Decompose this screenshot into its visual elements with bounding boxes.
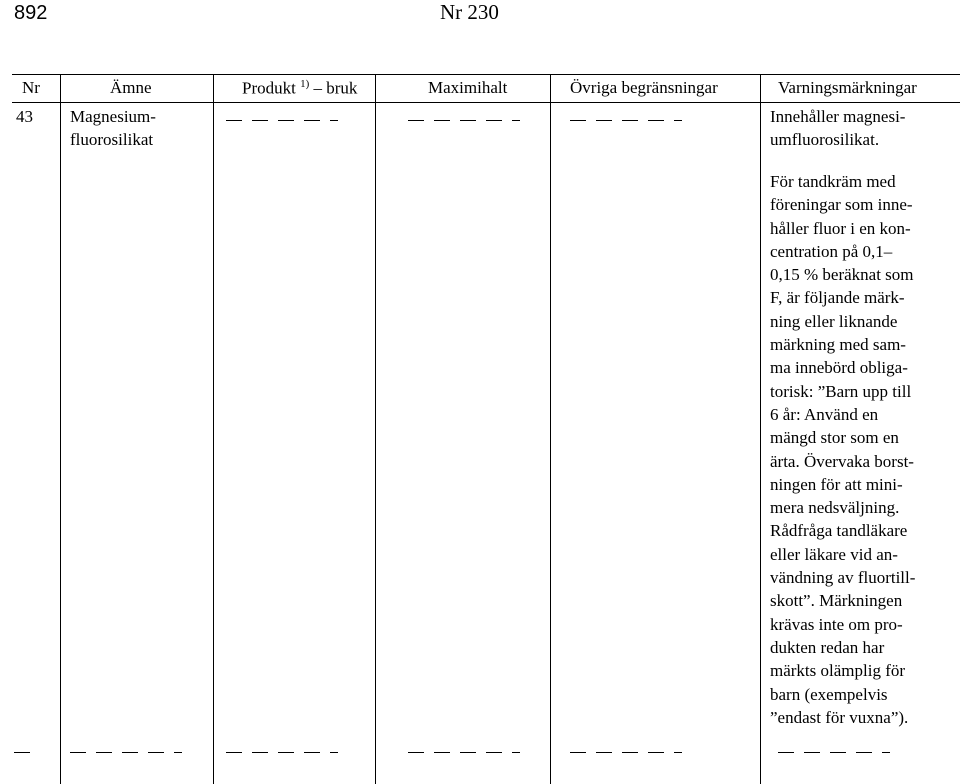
header-nr: Nr xyxy=(22,78,40,97)
empty-cell-dash xyxy=(570,120,682,121)
paragraph-line: barn (exempelvis xyxy=(770,684,888,704)
header-produkt-suffix: – bruk xyxy=(309,78,358,98)
row-amne-line2: fluorosilikat xyxy=(70,130,154,149)
row-warning-line2: umfluorosilikat. xyxy=(770,130,880,149)
paragraph-line: vändning av fluortill- xyxy=(770,568,916,588)
empty-cell-dash xyxy=(226,120,338,121)
paragraph-line: mera nedsväljning. xyxy=(770,498,900,518)
paragraph-line: Rådfråga tandläkare xyxy=(770,521,908,541)
paragraph-line: 6 år: Använd en xyxy=(770,404,879,424)
paragraph-line: håller fluor i en kon- xyxy=(770,218,911,238)
footnote-marker: 1) xyxy=(300,78,310,90)
paragraph-line: märkning med sam- xyxy=(770,335,906,355)
paragraph-line: krävas inte om pro- xyxy=(770,614,903,634)
paragraph-line: dukten redan har xyxy=(770,637,885,657)
paragraph-line: ning eller liknande xyxy=(770,311,898,331)
header-maximihalt: Maximihalt xyxy=(428,78,508,97)
paragraph-line: märkts olämplig för xyxy=(770,661,906,681)
paragraph-line: ma innebörd obliga- xyxy=(770,358,908,378)
empty-cell-dash xyxy=(70,752,182,753)
paragraph-line: ärta. Övervaka borst- xyxy=(770,451,914,471)
row-amne-line1: Magnesium- xyxy=(70,107,156,126)
paragraph-line: För tandkräm med xyxy=(770,172,896,191)
column-divider xyxy=(550,74,551,784)
paragraph-line: eller läkare vid an- xyxy=(770,544,898,564)
table-header-rule xyxy=(12,102,960,103)
empty-cell-dash xyxy=(408,752,520,753)
column-divider xyxy=(60,74,61,784)
paragraph-line: mängd stor som en xyxy=(770,428,899,448)
page-number: 892 xyxy=(14,2,48,24)
paragraph-line: 0,15 % beräknat som xyxy=(770,265,914,285)
header-produkt xyxy=(242,78,357,99)
row-warning-line1: Innehåller magnesi- xyxy=(770,107,906,126)
paragraph-line: torisk: ”Barn upp till xyxy=(770,381,912,401)
paragraph-line: föreningar som inne- xyxy=(770,195,913,215)
paragraph-line: ”endast för vuxna”). xyxy=(770,707,909,727)
header-amne: Ämne xyxy=(110,78,152,97)
empty-cell-dash xyxy=(570,752,682,753)
paragraph-line: centration på 0,1– xyxy=(770,241,893,261)
sfs-number: Nr 230 xyxy=(440,0,499,24)
header-ovriga: Övriga begränsningar xyxy=(570,78,718,97)
header-produkt-label: Produkt xyxy=(242,78,296,98)
empty-cell-dash xyxy=(778,752,890,753)
empty-cell-dash xyxy=(408,120,520,121)
paragraph-line: skott”. Märkningen xyxy=(770,591,903,611)
paragraph-line: F, är följande märk- xyxy=(770,288,905,308)
header-varning: Varningsmärkningar xyxy=(778,78,917,97)
table-top-rule xyxy=(12,74,960,75)
row-nr: 43 xyxy=(16,107,33,126)
column-divider xyxy=(760,74,761,784)
column-divider xyxy=(213,74,214,784)
paragraph-line: ningen för att mini- xyxy=(770,474,903,494)
column-divider xyxy=(375,74,376,784)
empty-cell-dash xyxy=(226,752,338,753)
toothpaste-warning-text xyxy=(770,170,956,729)
empty-cell-dash xyxy=(14,752,38,753)
